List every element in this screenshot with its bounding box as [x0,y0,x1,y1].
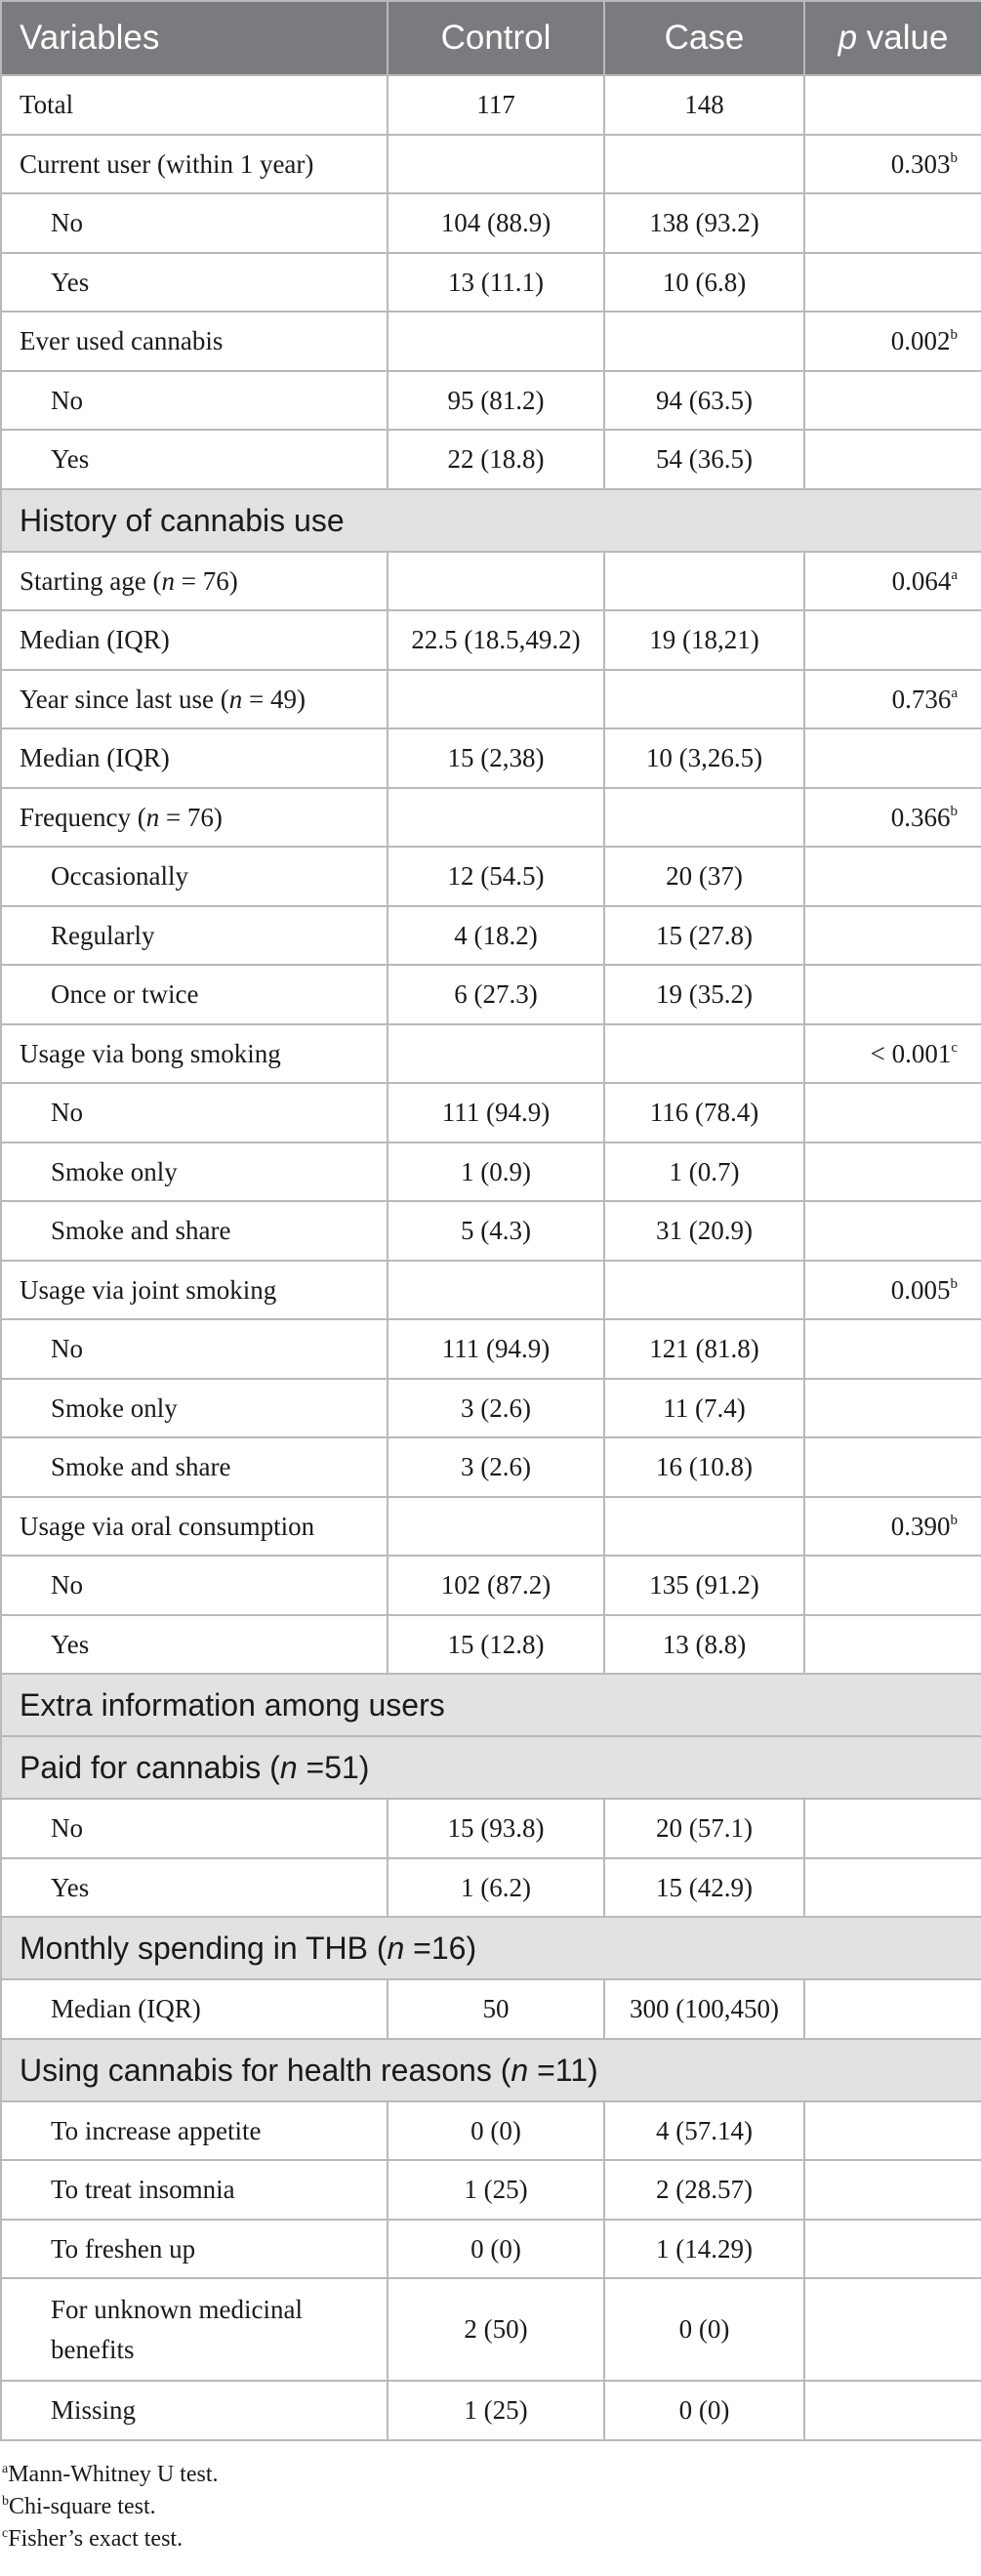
row-label-text: Total [20,90,74,119]
table-row [1,253,981,312]
footnote [2,2523,981,2555]
row-label [1,2278,388,2381]
case-value: 10 (3,26.5) [604,728,804,788]
row-label [1,253,388,312]
table-row [1,2160,981,2220]
row-label [1,1083,388,1143]
p-value [804,1143,981,1202]
table-row [1,1615,981,1675]
control-value: 2 (50) [388,2278,604,2381]
p-value [804,2101,981,2161]
control-value: 111 (94.9) [388,1319,604,1379]
row-label [1,1379,388,1438]
control-value [388,552,604,611]
case-value [604,1497,804,1557]
p-value [804,253,981,312]
row-label [1,135,388,194]
header-p-value [804,1,981,75]
control-value: 117 [388,75,604,135]
case-value: 13 (8.8) [604,1615,804,1675]
control-value: 4 (18.2) [388,906,604,966]
p-value [804,135,981,194]
row-label-text: No [51,1570,83,1600]
table-row [1,1858,981,1918]
case-value: 15 (27.8) [604,906,804,966]
p-value [804,1799,981,1858]
p-value [804,2160,981,2220]
row-label [1,1858,388,1918]
control-value: 1 (0.9) [388,1143,604,1202]
control-value: 104 (88.9) [388,193,604,253]
p-value [804,1319,981,1379]
control-value: 111 (94.9) [388,1083,604,1143]
section-italic: n [511,2052,529,2088]
p-value [804,2278,981,2381]
row-label-text: Usage via bong smoking [20,1038,281,1068]
control-value: 1 (25) [388,2381,604,2440]
row-label-text: For unknown medicinal benefits [51,2295,303,2364]
table-row [1,371,981,431]
section-label [1,1736,981,1799]
row-label-text: Usage via oral consumption [20,1511,315,1541]
section-text: Monthly spending in THB ( [20,1931,388,1966]
table-row [1,1799,981,1858]
p-value-superscript: b [950,1512,958,1528]
row-label-text: Occasionally [51,861,188,891]
p-value-superscript: b [950,327,958,343]
p-value-text: 0.736 [891,684,952,714]
row-label-text: No [51,208,83,237]
p-value [804,1437,981,1497]
row-label-text: To treat insomnia [51,2175,235,2204]
row-label-text-end: = 76) [159,802,223,832]
table-row [1,610,981,670]
control-value [388,670,604,729]
p-value [804,2220,981,2279]
row-label [1,2220,388,2279]
control-value: 13 (11.1) [388,253,604,312]
control-value: 15 (93.8) [388,1799,604,1858]
case-value: 11 (7.4) [604,1379,804,1438]
row-label-text: No [51,1813,83,1843]
row-label-text: Ever used cannabis [20,326,224,355]
row-label [1,1615,388,1675]
row-label-text: To increase appetite [51,2115,262,2145]
p-value-superscript: b [950,149,958,166]
table-row [1,965,981,1024]
section-text: Paid for cannabis ( [20,1750,280,1785]
control-value [388,312,604,371]
p-value-superscript: a [951,566,958,583]
p-value [804,1261,981,1320]
row-label-text: Current user (within 1 year) [20,148,314,179]
row-label [1,430,388,489]
control-value: 15 (2,38) [388,728,604,788]
row-label [1,1024,388,1084]
p-value [804,1615,981,1675]
row-label-text: Yes [51,1872,90,1902]
row-label-text: Yes [51,444,90,474]
section-row [1,1674,981,1736]
p-value-text: 0.390 [890,1511,951,1541]
section-text: Using cannabis for health reasons ( [20,2052,511,2088]
row-label [1,193,388,253]
row-label-text: Smoke only [51,1392,178,1423]
control-value [388,135,604,194]
p-value [804,847,981,906]
section-italic: n [387,1931,405,1966]
p-value [804,788,981,848]
table-row [1,2101,981,2161]
control-value: 1 (6.2) [388,1858,604,1918]
table-row [1,1979,981,2039]
table-row [1,312,981,371]
section-label [1,1917,981,1979]
footnotes [0,2441,981,2555]
case-value [604,1024,804,1084]
table-row [1,788,981,848]
case-value: 20 (37) [604,847,804,906]
row-label-text: Once or twice [51,979,199,1009]
row-label-text: Smoke and share [51,1216,231,1245]
case-value [604,670,804,729]
control-value [388,1497,604,1557]
table-row [1,193,981,253]
footnote-marker: a [2,2461,9,2476]
table-row [1,1261,981,1320]
case-value: 31 (20.9) [604,1201,804,1261]
section-label [1,1674,981,1736]
header-variables: Variables [1,1,388,75]
section-row [1,2039,981,2101]
case-value: 1 (0.7) [604,1143,804,1202]
row-label-text: Frequency ( [20,802,146,832]
table-row [1,552,981,611]
row-label [1,1437,388,1497]
row-label [1,1497,388,1557]
row-label [1,2101,388,2161]
header-case: Case [604,1,804,75]
section-text-end: =51) [297,1750,370,1785]
header-p-rest: value [857,18,949,57]
case-value [604,552,804,611]
footnote-text: Fisher’s exact test. [8,2525,184,2552]
p-value [804,1083,981,1143]
p-value [804,670,981,729]
section-text-end: =16) [404,1931,477,1966]
row-label [1,610,388,670]
header-row [1,1,981,75]
case-value [604,1261,804,1320]
footnote [2,2459,981,2491]
row-label [1,670,388,729]
row-label-italic: n [228,684,243,714]
row-label-text: Regularly [51,920,155,950]
table-row [1,1437,981,1497]
p-value [804,193,981,253]
row-label-text: Median (IQR) [20,625,170,654]
footnote-marker: c [2,2525,9,2541]
row-label [1,2381,388,2440]
case-value: 19 (18,21) [604,610,804,670]
table-body [1,75,981,2440]
case-value: 116 (78.4) [604,1083,804,1143]
control-value: 22 (18.8) [388,430,604,489]
p-value [804,371,981,431]
row-label [1,965,388,1024]
control-value [388,1261,604,1320]
case-value: 1 (14.29) [604,2220,804,2279]
row-label-text: Median (IQR) [20,743,170,772]
section-label [1,489,981,552]
table-row [1,906,981,966]
row-label-text: Yes [51,267,90,297]
header-p-italic: p [838,18,858,57]
footnote-text: Chi-square test. [9,2493,156,2519]
control-value: 0 (0) [388,2101,604,2161]
control-value: 50 [388,1979,604,2039]
case-value: 135 (91.2) [604,1556,804,1615]
row-label [1,847,388,906]
row-label-text-end: = 76) [174,565,238,596]
row-label-text: Median (IQR) [51,1994,201,2023]
row-label [1,371,388,431]
row-label-text: Missing [51,2395,137,2425]
section-text-end: =11) [528,2052,598,2088]
row-label-text: Yes [51,1629,90,1659]
row-label-text: Usage via joint smoking [20,1274,277,1305]
table-row [1,728,981,788]
p-value-text: 0.366 [890,802,951,832]
row-label [1,1556,388,1615]
row-label-text: No [51,385,83,415]
control-value [388,1024,604,1084]
p-value [804,312,981,371]
case-value [604,135,804,194]
row-label [1,312,388,371]
p-value-superscript: b [950,803,958,819]
p-value-superscript: a [951,685,958,701]
row-label-text: Smoke and share [51,1452,231,1481]
row-label-text: No [51,1098,83,1127]
p-value [804,906,981,966]
case-value: 148 [604,75,804,135]
table-row [1,1379,981,1438]
section-label [1,2039,981,2101]
case-value: 94 (63.5) [604,371,804,431]
p-value [804,430,981,489]
table-row [1,135,981,194]
case-value: 54 (36.5) [604,430,804,489]
row-label-text: Smoke only [51,1156,178,1186]
p-value-text: 0.005 [890,1274,951,1305]
p-value-text: 0.303 [890,148,951,179]
table-row [1,1319,981,1379]
control-value: 95 (81.2) [388,371,604,431]
case-value: 20 (57.1) [604,1799,804,1858]
case-value [604,788,804,848]
control-value [388,788,604,848]
case-value: 16 (10.8) [604,1437,804,1497]
p-value [804,1379,981,1438]
case-value: 10 (6.8) [604,253,804,312]
p-value [804,552,981,611]
control-value: 102 (87.2) [388,1556,604,1615]
footnote [2,2491,981,2523]
p-value [804,1201,981,1261]
case-value: 4 (57.14) [604,2101,804,2161]
p-value [804,1858,981,1918]
header-control: Control [388,1,604,75]
table-row [1,1556,981,1615]
p-value [804,2381,981,2440]
row-label-italic: n [161,565,175,596]
table-row [1,1201,981,1261]
case-value: 2 (28.57) [604,2160,804,2220]
control-value: 6 (27.3) [388,965,604,1024]
row-label-text: Starting age ( [20,565,162,596]
p-value [804,728,981,788]
p-value-text: < 0.001 [870,1038,952,1068]
row-label [1,1261,388,1320]
case-value: 121 (81.8) [604,1319,804,1379]
footnote-marker: b [2,2493,9,2509]
row-label [1,788,388,848]
p-value-text: 0.002 [890,326,951,355]
p-value [804,610,981,670]
case-value [604,312,804,371]
row-label-text: To freshen up [51,2233,196,2264]
section-row [1,489,981,552]
row-label [1,1799,388,1858]
table-row [1,1497,981,1557]
table-row [1,2278,981,2381]
control-value: 0 (0) [388,2220,604,2279]
section-row [1,1917,981,1979]
row-label [1,1979,388,2039]
section-text: Extra information among users [20,1687,445,1723]
p-value-superscript: c [951,1039,958,1056]
row-label-text: No [51,1334,83,1363]
table-row [1,2220,981,2279]
p-value [804,1979,981,2039]
row-label [1,1201,388,1261]
section-row [1,1736,981,1799]
row-label [1,552,388,611]
table-row [1,847,981,906]
control-value: 15 (12.8) [388,1615,604,1675]
table-row [1,430,981,489]
table-row [1,1024,981,1084]
control-value: 3 (2.6) [388,1437,604,1497]
row-label [1,75,388,135]
case-value: 19 (35.2) [604,965,804,1024]
row-label-italic: n [145,802,160,832]
case-value: 0 (0) [604,2278,804,2381]
footnote-text: Mann-Whitney U test. [8,2461,219,2487]
table-row [1,1083,981,1143]
control-value: 1 (25) [388,2160,604,2220]
row-label [1,2160,388,2220]
p-value [804,965,981,1024]
row-label [1,728,388,788]
section-italic: n [279,1750,298,1785]
p-value [804,75,981,135]
row-label-text: Year since last use ( [20,684,229,714]
table-row [1,2381,981,2440]
p-value [804,1024,981,1084]
row-label [1,906,388,966]
section-text: History of cannabis use [20,502,345,538]
control-value: 3 (2.6) [388,1379,604,1438]
p-value [804,1497,981,1557]
row-label-text-end: = 49) [242,684,306,714]
control-value: 22.5 (18.5,49.2) [388,610,604,670]
table-row [1,1143,981,1202]
case-value: 15 (42.9) [604,1858,804,1918]
case-value: 300 (100,450) [604,1979,804,2039]
control-value: 12 (54.5) [388,847,604,906]
case-value: 138 (93.2) [604,193,804,253]
row-label [1,1319,388,1379]
table-row [1,75,981,135]
p-value-text: 0.064 [891,565,952,596]
p-value-superscript: b [950,1275,958,1292]
row-label [1,1143,388,1202]
p-value [804,1556,981,1615]
control-value: 5 (4.3) [388,1201,604,1261]
table-row [1,670,981,729]
case-value: 0 (0) [604,2381,804,2440]
